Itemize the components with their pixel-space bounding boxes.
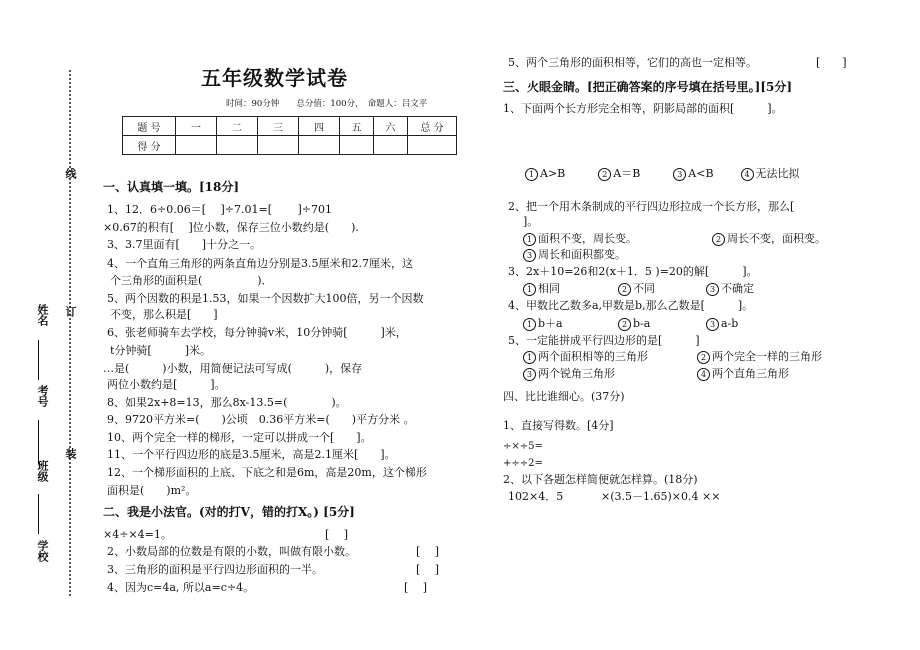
score-cell[interactable] <box>299 136 340 155</box>
class-field <box>38 494 39 534</box>
choice-q5: 5、一定能拼成平行四边形的是[ ] <box>508 334 700 347</box>
option-number-icon: 3 <box>523 368 536 381</box>
option-label: 两个面积相等的三角形 <box>538 350 648 363</box>
score-row-label: 得 分 <box>123 136 176 155</box>
judge-q2: 2、小数局部的位数是有限的小数，叫做有限小数。 <box>107 545 356 558</box>
option-number-icon: 1 <box>523 318 536 331</box>
option-number-icon: 2 <box>598 168 611 181</box>
choice-q1-options <box>525 167 800 181</box>
choice-q4: 4、甲数比乙数多a,甲数是b,那么乙数是[ ]。 <box>508 299 754 312</box>
option-label: 两个锐角三角形 <box>538 367 615 380</box>
option-number-icon: 3 <box>706 283 719 296</box>
option-label[interactable]: A>B <box>540 167 566 180</box>
q4-line: 4、一个直角三角形的两条直角边分别是3.5厘米和2.7厘米，这 <box>107 257 413 270</box>
option-number-icon: 2 <box>618 283 631 296</box>
q3-line: 3、3.7里面有[ ]十分之一。 <box>107 238 262 251</box>
choice-q2-opt3[interactable] <box>523 248 626 262</box>
choice-q4-opt3[interactable] <box>706 317 738 331</box>
option-label: b-a <box>633 317 651 330</box>
choice-q2-opt2[interactable] <box>712 232 826 246</box>
option-label: 周长不变，面积变。 <box>727 232 826 245</box>
part1-label: 1、直接写得数。[4分] <box>503 419 614 432</box>
score-table <box>122 116 457 155</box>
choice-q3-opt2[interactable] <box>618 282 655 296</box>
judge-q4: 4、因为c=4a, 所以a=c÷4。 <box>107 581 255 594</box>
q10-line: 10、两个完全一样的梯形，一定可以拼成一个[ ]。 <box>107 431 372 444</box>
school-label: 学校 <box>36 540 49 562</box>
q11-line: 11、一个平行四边形的底是3.5厘米，高是2.1厘米[ ]。 <box>107 448 396 461</box>
number-field <box>38 420 39 464</box>
q7-line-cont: 两位小数约是[ ]。 <box>107 378 226 391</box>
option-label: 两个完全一样的三角形 <box>712 350 822 363</box>
score-cell[interactable] <box>374 136 408 155</box>
option-number-icon: 1 <box>525 168 538 181</box>
calc-item-1: 102×4．5 <box>508 490 564 503</box>
q5-line: 5、两个因数的积是1.53，如果一个因数扩大100倍，另一个因数 <box>107 292 424 305</box>
option-label: 周长和面积都变。 <box>538 248 626 261</box>
judge-q3-bracket[interactable]: [ ] <box>416 563 440 576</box>
score-header: 一 <box>176 117 217 136</box>
score-cell[interactable] <box>340 136 374 155</box>
choice-q5-opt4[interactable] <box>697 367 789 381</box>
score-header: 四 <box>299 117 340 136</box>
section4-heading: 四、比比谁细心。(37分) <box>503 390 625 403</box>
option-number-icon: 1 <box>523 283 536 296</box>
q8-line: 8、如果2x+8=13，那么8x-13.5=( )。 <box>107 396 347 409</box>
judge-q1: ×4÷×4=1。 <box>103 528 172 541</box>
q6-line: 6、张老师骑车去学校，每分钟骑v米，10分钟骑[ ]米， <box>107 326 407 339</box>
q12-line-cont: 面积是( )m²。 <box>107 484 197 497</box>
binding-ding-label: 订 <box>64 306 77 317</box>
q7-line: …是( )小数，用简便记法可写成( )，保存 <box>103 362 363 375</box>
option-label: 面积不变，周长变。 <box>538 232 637 245</box>
score-header-row <box>123 117 457 136</box>
judge-q3: 3、三角形的面积是平行四边形面积的一半。 <box>107 563 323 576</box>
part2-label: 2、以下各题怎样简便就怎样算。(18分) <box>503 473 698 486</box>
section1-heading: 一、认真填一填。[18分] <box>103 180 240 194</box>
calc-item-2: ×(3.5－1.65)×0.4 ×× <box>601 490 721 503</box>
judge-q4-bracket[interactable]: [ ] <box>404 581 428 594</box>
calc-line-2: +÷÷2= <box>503 458 543 469</box>
page-title: 五年级数学试卷 <box>201 66 348 90</box>
q5-line-cont: 不变，那么积是[ ] <box>110 308 218 321</box>
section2-heading: 二、我是小法官。(对的打V，错的打X。) [5分] <box>103 505 355 519</box>
option-number-icon: 2 <box>712 233 725 246</box>
option-label[interactable]: 无法比拟 <box>755 167 800 180</box>
score-cell[interactable] <box>258 136 299 155</box>
judge-q1-bracket[interactable]: [ ] <box>325 528 349 541</box>
option-label[interactable]: A<B <box>688 167 714 180</box>
score-header: 五 <box>340 117 374 136</box>
choice-q5-opt1[interactable] <box>523 350 648 364</box>
q12-line: 12、一个梯形面积的上底、下底之和是6m，高是20m，这个梯形 <box>107 466 427 479</box>
score-header: 二 <box>217 117 258 136</box>
judge-q5: 5、两个三角形的面积相等，它们的高也一定相等。 <box>508 56 757 69</box>
choice-q1: 1、下面两个长方形完全相等，阴影局部的面积[ ]。 <box>503 102 783 115</box>
number-label: 考号 <box>36 385 49 407</box>
class-label: 班级 <box>36 460 49 482</box>
option-number-icon: 2 <box>697 351 710 364</box>
option-number-icon: 3 <box>523 249 536 262</box>
binding-zhuang-label: 装 <box>64 448 77 459</box>
choice-q3: 3、2x＋10=26和2(x＋1．5 )=20的解[ ]。 <box>508 265 758 278</box>
exam-info: 时间：90分钟 总分值：100分， 命题人：吕文平 <box>226 99 428 109</box>
score-cell[interactable] <box>217 136 258 155</box>
option-number-icon: 4 <box>697 368 710 381</box>
q6-line-cont: t分钟骑[ ]米。 <box>110 344 212 357</box>
binding-line-label: 线 <box>64 168 77 179</box>
choice-q2: 2、把一个用木条制成的平行四边形拉成一个长方形，那么[ <box>508 200 795 213</box>
score-cell[interactable] <box>176 136 217 155</box>
section3-heading: 三、火眼金睛。[把正确答案的序号填在括号里。][5分] <box>503 80 793 94</box>
choice-q2-cont: ]。 <box>523 215 539 228</box>
choice-q4-opt2[interactable] <box>618 317 650 331</box>
option-number-icon: 1 <box>523 351 536 364</box>
choice-q2-opt1[interactable] <box>523 232 637 246</box>
option-label: b＋a <box>538 317 563 330</box>
calc-line-1: ÷×÷5= <box>503 441 543 452</box>
option-number-icon: 4 <box>741 168 754 181</box>
name-field <box>38 340 39 380</box>
option-number-icon: 3 <box>706 318 719 331</box>
choice-q3-opt1[interactable] <box>523 282 560 296</box>
option-label[interactable]: A＝B <box>613 167 641 180</box>
name-label: 姓名 <box>36 304 49 326</box>
choice-q5-opt2[interactable] <box>697 350 822 364</box>
option-number-icon: 3 <box>673 168 686 181</box>
option-label: 两个直角三角形 <box>712 367 789 380</box>
choice-q4-opt1[interactable] <box>523 317 563 331</box>
option-label: a-b <box>721 317 739 330</box>
score-header: 六 <box>374 117 408 136</box>
choice-q5-opt3[interactable] <box>523 367 615 381</box>
option-number-icon: 2 <box>618 318 631 331</box>
choice-q3-opt3[interactable] <box>706 282 754 296</box>
q2-line: ×0.67的积有[ ]位小数，保存三位小数约是( ). <box>103 221 359 234</box>
option-number-icon: 1 <box>523 233 536 246</box>
judge-q2-bracket[interactable]: [ ] <box>416 545 440 558</box>
judge-q5-bracket[interactable]: [ ] <box>816 56 847 69</box>
binding-dotted-line <box>69 70 71 596</box>
option-label: 不确定 <box>721 282 754 295</box>
q4-line-cont: 个三角形的面积是( )． <box>110 274 273 287</box>
score-cell[interactable] <box>408 136 457 155</box>
q1-line: 1、12．6÷0.06＝[ ]÷7.01=[ ]÷701 <box>107 203 333 216</box>
option-label: 不同 <box>633 282 655 295</box>
score-header: 三 <box>258 117 299 136</box>
q9-line: 9、9720平方米=( )公顷 0.36平方米=( )平方分米 。 <box>107 413 415 426</box>
score-header: 总 分 <box>408 117 457 136</box>
option-label: 相同 <box>538 282 560 295</box>
score-row <box>123 136 457 155</box>
score-header: 题 号 <box>123 117 176 136</box>
